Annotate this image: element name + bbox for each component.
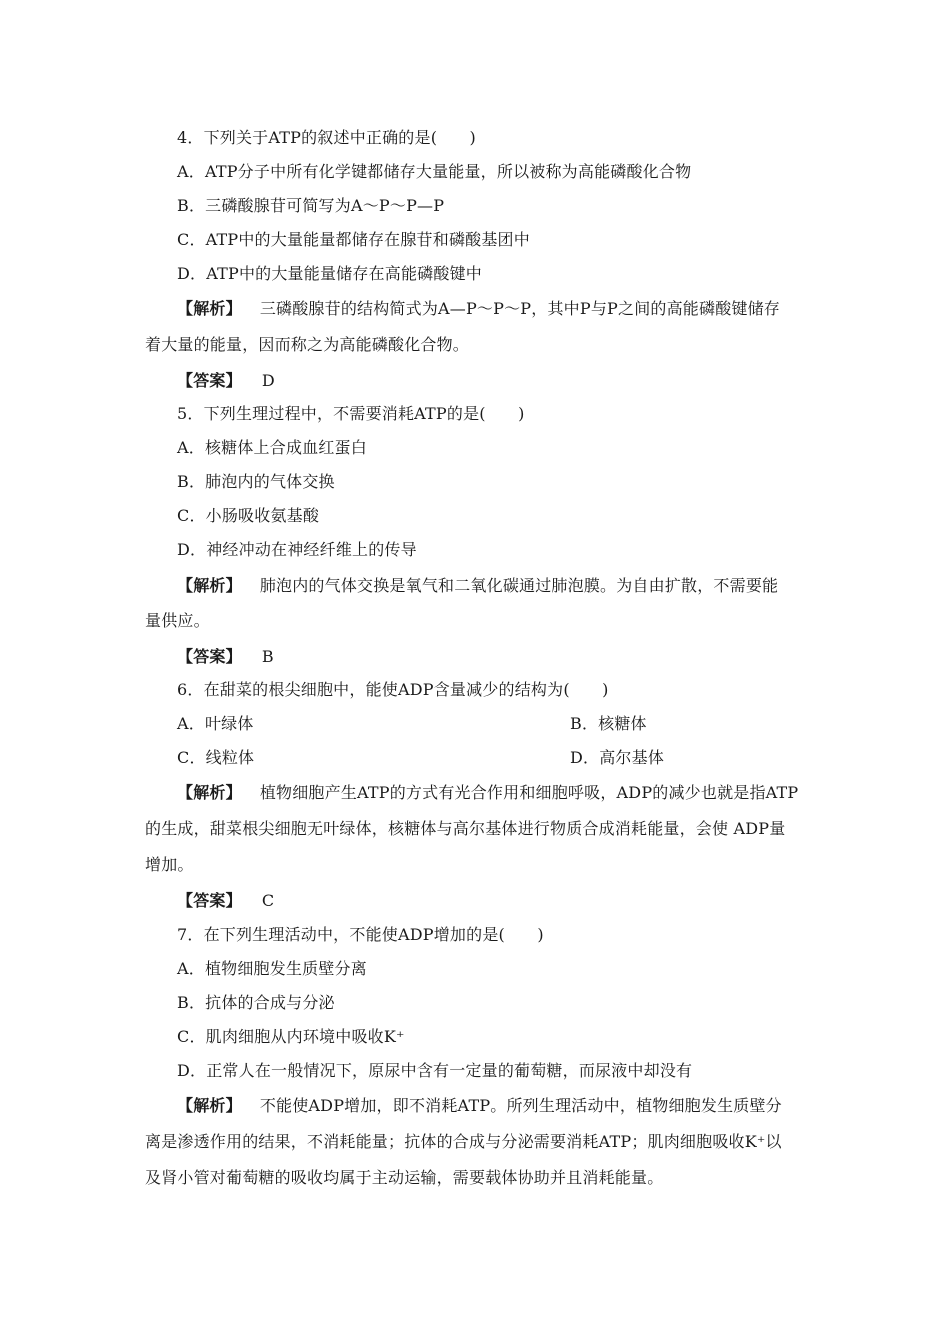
q6-stem: 6．在甜菜的根尖细胞中，能使ADP含量减少的结构为( )	[177, 680, 609, 699]
analysis-text: 不能使ADP增加，即不消耗ATP。所列生理活动中，植物细胞发生质壁分	[259, 1096, 782, 1115]
q6-answer	[177, 889, 274, 913]
q6-analysis-cont-2: 增加。	[145, 855, 194, 874]
q7-analysis	[177, 1094, 782, 1118]
q7-option-a: A．植物细胞发生质壁分离	[177, 959, 367, 978]
analysis-text: 肺泡内的气体交换是氧气和二氧化碳通过肺泡膜。为自由扩散，不需要能	[259, 576, 779, 595]
q5-answer	[177, 645, 274, 669]
analysis-label: 【解析】	[177, 1096, 242, 1115]
q6-option-b: B．核糖体	[570, 714, 647, 733]
q7-stem: 7．在下列生理活动中，不能使ADP增加的是( )	[177, 925, 544, 944]
q5-analysis	[177, 574, 778, 598]
q6-option-d: D．高尔基体	[570, 748, 665, 767]
q5-stem: 5．下列生理过程中，不需要消耗ATP的是( )	[177, 404, 525, 423]
q7-analysis-cont-2: 及肾小管对葡萄糖的吸收均属于主动运输，需要载体协助并且消耗能量。	[145, 1168, 664, 1187]
q6-option-c: C．线粒体	[177, 748, 255, 767]
q6-option-a: A．叶绿体	[177, 714, 254, 733]
q4-analysis-cont: 着大量的能量，因而称之为高能磷酸化合物。	[145, 335, 470, 354]
q7-option-c: C．肌肉细胞从内环境中吸收K⁺	[177, 1027, 405, 1046]
q5-option-c: C．小肠吸收氨基酸	[177, 506, 320, 525]
answer-value: C	[261, 891, 275, 910]
q5-option-a: A．核糖体上合成血红蛋白	[177, 438, 367, 457]
answer-value: D	[261, 371, 275, 390]
answer-label: 【答案】	[177, 891, 242, 910]
answer-label: 【答案】	[177, 647, 242, 666]
analysis-text: 植物细胞产生ATP的方式有光合作用和细胞呼吸，ADP的减少也就是指ATP	[259, 783, 799, 802]
q6-analysis	[177, 781, 798, 805]
analysis-text: 三磷酸腺苷的结构简式为A—P～P～P，其中P与P之间的高能磷酸键储存	[259, 299, 780, 318]
q7-option-b: B．抗体的合成与分泌	[177, 993, 335, 1012]
analysis-label: 【解析】	[177, 576, 242, 595]
q7-analysis-cont: 离是渗透作用的结果，不消耗能量；抗体的合成与分泌需要消耗ATP；肌肉细胞吸收K⁺以	[145, 1132, 782, 1151]
analysis-label: 【解析】	[177, 299, 242, 318]
q6-analysis-cont: 的生成，甜菜根尖细胞无叶绿体，核糖体与高尔基体进行物质合成消耗能量，会使 ADP量	[145, 819, 786, 838]
q4-option-c: C．ATP中的大量能量都储存在腺苷和磷酸基团中	[177, 230, 530, 249]
answer-value: B	[261, 647, 274, 666]
q4-option-d: D．ATP中的大量能量储存在高能磷酸键中	[177, 264, 482, 283]
q4-answer	[177, 369, 275, 393]
q4-analysis	[177, 297, 780, 321]
q5-option-d: D．神经冲动在神经纤维上的传导	[177, 540, 417, 559]
answer-label: 【答案】	[177, 371, 242, 390]
q5-analysis-cont: 量供应。	[145, 611, 210, 630]
analysis-label: 【解析】	[177, 783, 242, 802]
q7-option-d: D．正常人在一般情况下，原尿中含有一定量的葡萄糖，而尿液中却没有	[177, 1061, 693, 1080]
q4-option-b: B．三磷酸腺苷可简写为A～P～P—P	[177, 196, 445, 215]
q5-option-b: B．肺泡内的气体交换	[177, 472, 335, 491]
q4-stem: 4．下列关于ATP的叙述中正确的是( )	[177, 128, 476, 147]
q4-option-a: A．ATP分子中所有化学键都储存大量能量，所以被称为高能磷酸化合物	[177, 162, 692, 181]
